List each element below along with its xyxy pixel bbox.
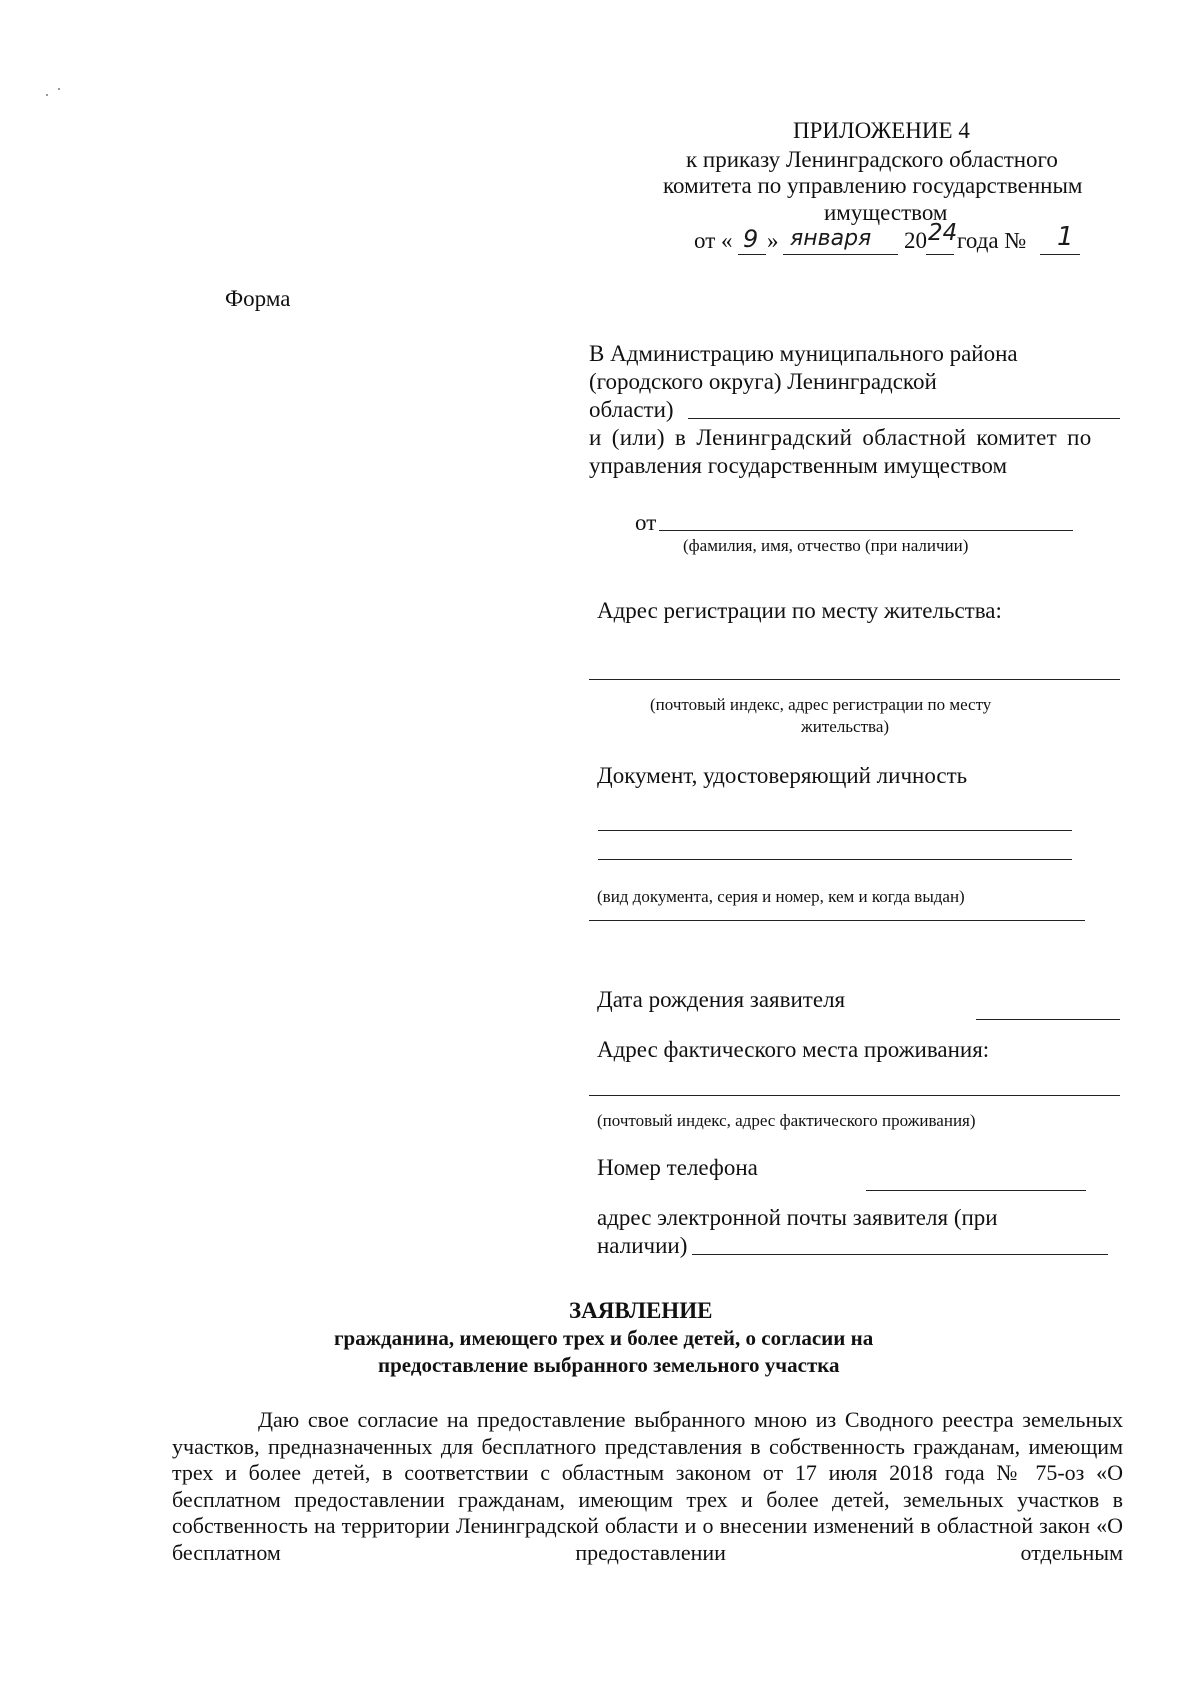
registration-caption-1: (почтовый индекс, адрес регистрации по месту (650, 695, 992, 714)
date-year-word: года № (957, 228, 1027, 253)
appendix-line-1: к приказу Ленинградского областного (686, 147, 1058, 172)
order-number-underline (1040, 254, 1080, 255)
actual-address-caption: (почтовый индекс, адрес фактического проживания) (597, 1111, 976, 1130)
form-label: Форма (225, 286, 291, 311)
order-number-handwritten: 1 (1057, 222, 1074, 252)
birth-date-label: Дата рождения заявителя (597, 987, 846, 1012)
email-label-line-2: наличии) (597, 1233, 688, 1258)
email-label-line-1: адрес электронной почты заявителя (при (597, 1205, 998, 1230)
id-document-label: Документ, удостоверяющий личность (597, 763, 968, 788)
statement-body (172, 1407, 1123, 1567)
actual-address-label: Адрес фактического места проживания: (597, 1037, 990, 1062)
statement-subtitle-1: гражданина, имеющего трех и более детей, о согласии на (334, 1326, 874, 1350)
scan-speck (58, 88, 60, 90)
id-document-caption: (вид документа, серия и номер, кем и когда выдан) (597, 887, 965, 906)
from-label: от (635, 510, 657, 535)
addressee-line-1: В Администрацию муниципального района (589, 341, 1018, 366)
addressee-line-5: управления государственным имуществом (589, 453, 1008, 478)
statement-subtitle-2: предоставление выбранного земельного участка (378, 1353, 840, 1377)
phone-field-line[interactable] (866, 1190, 1086, 1191)
date-month-handwritten: января (790, 226, 872, 251)
date-separator: » (767, 228, 779, 253)
statement-body-paragraph: Даю свое согласие на предоставление выбранного мною из Сводного реестра земельных участков, предназначенных для бесплатного представления в собственность гражданам, имеющим трех и более детей, в соответствии с областным законом от 17 июля 2018 года № 75-оз «О бесплатном предоставлении гражданам, имеющим трех и более детей, земельных участков в собственность на территории Ленинградской области и о внесении изменений в областной закон «О бесплатном предоставлении отдельным (172, 1407, 1123, 1565)
addressee-line-4: и (или) в Ленинградский областной комитет по (589, 425, 1092, 450)
id-document-field-line-1[interactable] (598, 830, 1072, 831)
date-year-prefix: 20 (904, 228, 927, 253)
birth-date-field-line[interactable] (976, 1019, 1120, 1020)
phone-label: Номер телефона (597, 1155, 758, 1180)
date-day-underline (738, 254, 766, 255)
district-field-line[interactable] (688, 418, 1120, 419)
registration-address-field-line[interactable] (589, 679, 1120, 680)
scan-speck (46, 94, 48, 96)
date-day-handwritten: 9 (743, 225, 759, 253)
email-field-line[interactable] (692, 1254, 1108, 1255)
date-month-underline (783, 254, 898, 255)
id-document-field-line-3[interactable] (589, 920, 1085, 921)
statement-title: ЗАЯВЛЕНИЕ (569, 1298, 713, 1323)
addressee-line-2: (городского округа) Ленинградской (589, 369, 937, 394)
appendix-line-3: имуществом (824, 200, 948, 225)
date-year-handwritten: 24 (928, 220, 958, 246)
date-from-label: от « (694, 228, 733, 253)
full-name-caption: (фамилия, имя, отчество (при наличии) (683, 536, 969, 555)
registration-caption-2: жительства) (801, 717, 890, 736)
registration-address-label: Адрес регистрации по месту жительства: (597, 598, 1002, 623)
appendix-title: ПРИЛОЖЕНИЕ 4 (793, 118, 970, 143)
addressee-line-3: области) (589, 397, 674, 422)
full-name-field-line[interactable] (659, 530, 1073, 531)
date-year-underline (926, 254, 954, 255)
actual-address-field-line[interactable] (589, 1095, 1120, 1096)
id-document-field-line-2[interactable] (598, 859, 1072, 860)
appendix-line-2: комитета по управлению государственным (663, 173, 1083, 198)
